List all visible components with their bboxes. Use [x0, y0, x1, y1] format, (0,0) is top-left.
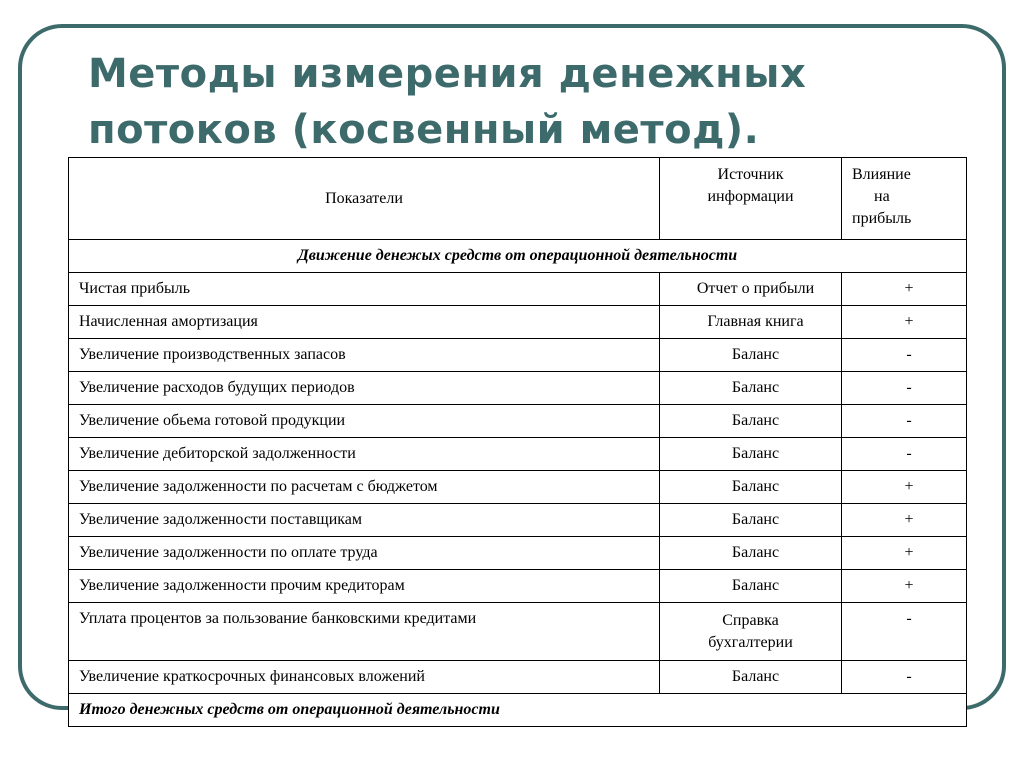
effect-cell: + — [842, 273, 967, 306]
table-row — [69, 661, 967, 694]
indicator-cell: Начисленная амортизация — [69, 306, 660, 339]
effect-cell: - — [842, 661, 967, 694]
header-effect-line3: прибыль — [852, 210, 912, 227]
cash-flow-table — [68, 157, 967, 727]
table-row — [69, 339, 967, 372]
indicator-cell: Увеличение задолженности по расчетам с бюджетом — [69, 471, 660, 504]
header-source — [660, 158, 842, 240]
header-source-label: Источник информации — [707, 166, 794, 205]
indicator-cell: Уплата процентов за пользование банковскими кредитами — [69, 603, 660, 661]
effect-cell: - — [842, 438, 967, 471]
effect-cell: - — [842, 603, 967, 661]
table-row — [69, 537, 967, 570]
total-title: Итого денежных средств от операционной деятельности — [69, 694, 967, 727]
section-row — [69, 240, 967, 273]
header-indicator: Показатели — [69, 158, 660, 240]
header-effect-line2: на — [874, 188, 890, 205]
effect-cell: + — [842, 504, 967, 537]
header-effect-line1: Влияние — [852, 166, 911, 183]
total-row — [69, 694, 967, 727]
table-row — [69, 405, 967, 438]
table-row — [69, 504, 967, 537]
indicator-cell: Увеличение задолженности прочим кредиторам — [69, 570, 660, 603]
source-cell: Баланс — [660, 438, 842, 471]
slide-title: Методы измерения денежных потоков (косвенный метод). — [88, 51, 807, 153]
indicator-cell: Увеличение задолженности по оплате труда — [69, 537, 660, 570]
source-cell: Баланс — [660, 339, 842, 372]
effect-cell: + — [842, 471, 967, 504]
table-row — [69, 471, 967, 504]
source-cell: Баланс — [660, 405, 842, 438]
table-row — [69, 570, 967, 603]
table-row — [69, 306, 967, 339]
header-effect — [842, 158, 967, 240]
indicator-cell: Увеличение дебиторской задолженности — [69, 438, 660, 471]
section-title: Движение денежых средств от операционной деятельности — [69, 240, 967, 273]
indicator-cell: Увеличение обьема готовой продукции — [69, 405, 660, 438]
effect-cell: - — [842, 405, 967, 438]
indicator-cell: Увеличение расходов будущих периодов — [69, 372, 660, 405]
indicator-cell: Увеличение краткосрочных финансовых вложений — [69, 661, 660, 694]
table-row — [69, 273, 967, 306]
source-cell: Баланс — [660, 661, 842, 694]
table-header-row — [69, 158, 967, 240]
source-cell: Баланс — [660, 570, 842, 603]
effect-cell: + — [842, 537, 967, 570]
indicator-cell: Чистая прибыль — [69, 273, 660, 306]
source-cell: Справка бухгалтерии — [660, 603, 842, 661]
table-row — [69, 438, 967, 471]
table-row — [69, 372, 967, 405]
effect-cell: + — [842, 306, 967, 339]
source-cell: Главная книга — [660, 306, 842, 339]
table-row — [69, 603, 967, 661]
indicator-cell: Увеличение задолженности поставщикам — [69, 504, 660, 537]
indicator-cell: Увеличение производственных запасов — [69, 339, 660, 372]
source-cell: Баланс — [660, 537, 842, 570]
effect-cell: - — [842, 339, 967, 372]
source-cell: Баланс — [660, 471, 842, 504]
effect-cell: + — [842, 570, 967, 603]
effect-cell: - — [842, 372, 967, 405]
source-cell: Баланс — [660, 504, 842, 537]
source-cell: Отчет о прибыли — [660, 273, 842, 306]
source-cell: Баланс — [660, 372, 842, 405]
